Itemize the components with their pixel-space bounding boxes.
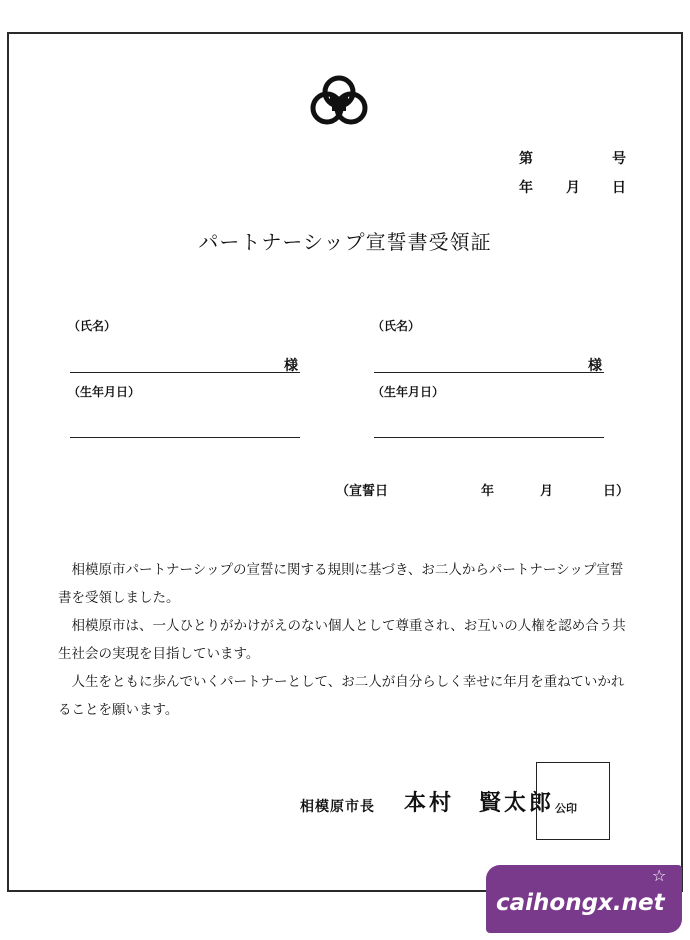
issue-month-label: 月 (566, 180, 580, 196)
oath-date-month: 月 (540, 484, 554, 499)
certificate-body (58, 556, 630, 724)
watermark-star-icon: ☆ (652, 866, 667, 885)
right-name-line (374, 372, 604, 373)
right-birth-line (374, 437, 604, 438)
left-birth-line (70, 437, 300, 438)
right-honorific: 様 (588, 358, 602, 374)
left-name-label: （氏名） (68, 319, 117, 333)
mayor-title: 相模原市長 (300, 799, 375, 815)
oath-date-day: 日） (603, 484, 630, 499)
number-label-gou: 号 (612, 151, 626, 167)
number-label-dai: 第 (519, 151, 533, 167)
oath-date-open: （宣誓日 (336, 484, 389, 499)
city-emblem-icon (306, 68, 372, 134)
body-paragraph-1: 相模原市パートナーシップの宣誓に関する規則に基づき、お二人からパートナーシップ宣誓書を受領しました。 (58, 562, 624, 606)
body-paragraph-3: 人生をともに歩んでいくパートナーとして、お二人が自分らしく幸せに年月を重ねていかれることを願います。 (58, 674, 625, 718)
mayor-name: 本村 賢太郎 (404, 790, 555, 816)
official-seal-label: 公印 (555, 802, 577, 815)
document-title: パートナーシップ宣誓書受領証 (198, 230, 492, 254)
right-name-label: （氏名） (372, 319, 421, 333)
oath-date-year: 年 (481, 484, 495, 499)
left-name-line (70, 372, 300, 373)
issue-year-label: 年 (519, 180, 533, 196)
watermark-text: caihongx.net (496, 890, 665, 916)
body-paragraph-2: 相模原市は、一人ひとりがかけがえのない個人として尊重され、お互いの人権を認め合う共生社会の実現を目指しています。 (58, 618, 626, 662)
left-honorific: 様 (284, 358, 298, 374)
left-birth-label: （生年月日） (68, 385, 141, 399)
right-birth-label: （生年月日） (372, 385, 445, 399)
issue-day-label: 日 (612, 180, 626, 196)
